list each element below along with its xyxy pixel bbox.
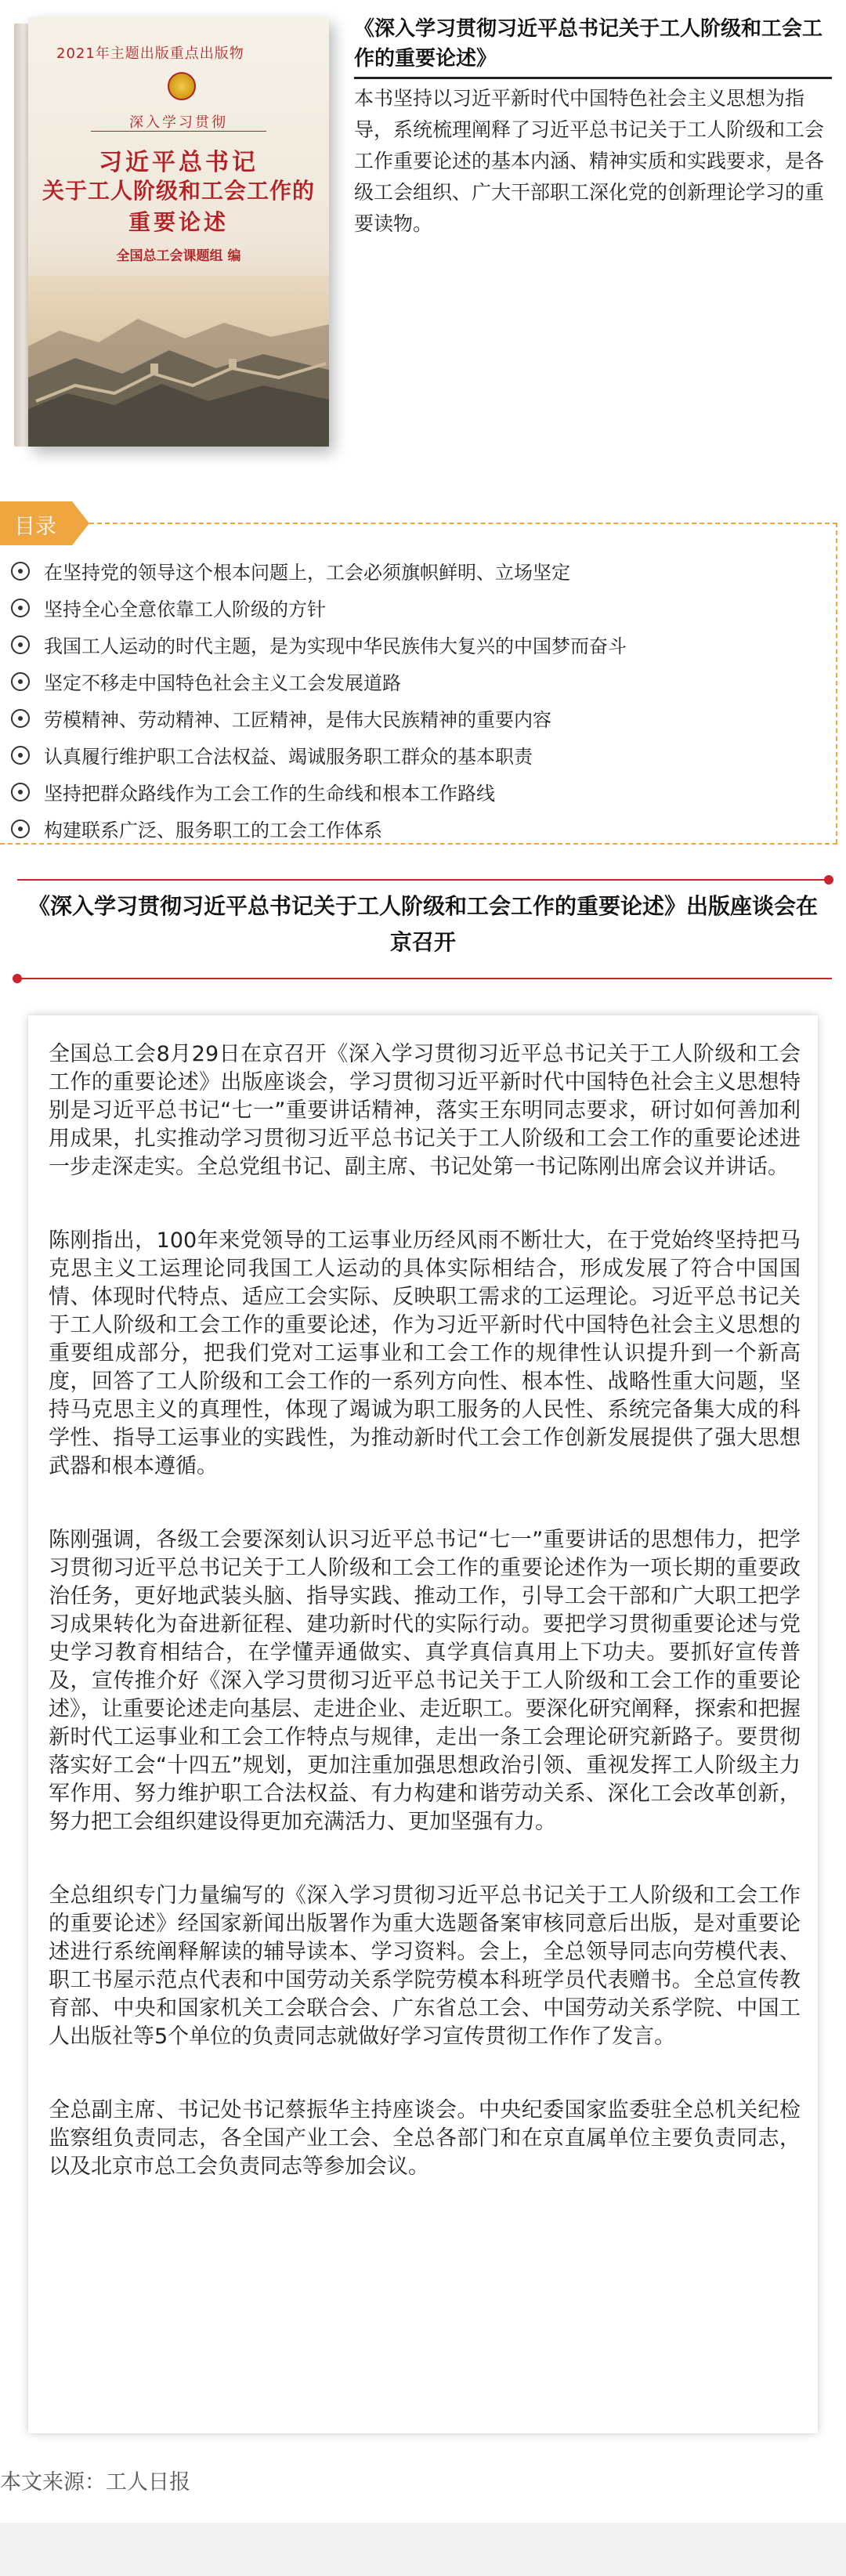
book-title-underline <box>354 77 832 79</box>
circle-bullet-icon <box>11 709 30 728</box>
footer-band <box>0 2523 846 2576</box>
toc-item <box>11 626 826 663</box>
article-paragraph: 全总组织专门力量编写的《深入学习贯彻习近平总书记关于工人阶级和工会工作的重要论述》经国家新闻出版署作为重大选题备案审核同意后出版，是对重要论述进行系统阐释解读的辅导读本、学习资料。会上，全总领导同志向劳模代表、职工书屋示范点代表和中国劳动关系学院劳模本科班学员代表赠书。全总宣传教育部、中央和国家机关工会联合会、广东省总工会、中国劳动关系学院、中国工人出版社等5个单位的负责同志就做好学习宣传贯彻工作作了发言。 <box>49 1883 801 2049</box>
cover-title-line: 重要论述 <box>128 209 229 235</box>
toc-item <box>11 552 826 589</box>
book-cover <box>28 17 329 447</box>
article-paragraph: 全国总工会8月29日在京召开《深入学习贯彻习近平总书记关于工人阶级和工会工作的重要论述》出版座谈会，学习贯彻习近平新时代中国特色社会主义思想特别是习近平总书记“七一”重要讲话精神，落实王东明同志要求，研讨如何善加利用成果，扎实推动学习贯彻习近平总书记关于工人阶级和工会工作的重要论述进一步走深走实。全总党组书记、副主席、书记处第一书记陈刚出席会议并讲话。 <box>49 1042 801 1179</box>
circle-bullet-icon <box>11 562 30 581</box>
rule-dot-icon <box>824 875 833 885</box>
toc-list <box>11 552 826 847</box>
toc-label: 目录 <box>14 515 56 539</box>
toc-item-text: 劳模精神、劳动精神、工匠精神，是伟大民族精神的重要内容 <box>44 709 551 731</box>
cover-title-line: 习近平总书记 <box>99 149 258 176</box>
toc-border <box>836 523 837 844</box>
circle-bullet-icon <box>11 672 30 691</box>
toc-item <box>11 736 826 773</box>
book-description: 本书坚持以习近平新时代中国特色社会主义思想为指导，系统梳理阐释了习近平总书记关于工人阶级和工会工作重要论述的基本内涵、精神实质和实践要求，是各级工会组织、广大干部职工深化党的创新理论学习的重要读物。 <box>354 87 825 235</box>
cover-divider <box>91 131 266 132</box>
toc-item <box>11 700 826 736</box>
cover-title-line: 关于工人阶级和工会工作的 <box>42 178 315 204</box>
book-cover-image <box>14 17 329 447</box>
union-emblem-icon <box>168 72 196 100</box>
article-card <box>28 1015 818 2433</box>
circle-bullet-icon <box>11 746 30 765</box>
article-title: 《深入学习贯彻习近平总书记关于工人阶级和工会工作的重要论述》出版座谈会在京召开 <box>27 893 818 955</box>
great-wall-illustration <box>28 276 329 447</box>
circle-bullet-icon <box>11 819 30 838</box>
heading-rule-bottom <box>17 978 832 979</box>
article-heading <box>0 862 846 1018</box>
article-paragraph: 陈刚指出，100年来党领导的工运事业历经风雨不断壮大，在于党始终坚持把马克思主义工运理论同我国工人运动的具体实际相结合，形成发展了符合中国国情、体现时代特点、适应工会实际、反映职工需求的工运理论。习近平总书记关于工人阶级和工会工作的重要论述，作为习近平新时代中国特色社会主义思想的重要组成部分，把我们党对工运事业和工会工作的规律性认识提升到一个新高度，回答了工人阶级和工会工作的一系列方向性、根本性、战略性重大问题，坚持马克思主义的真理性，体现了竭诚为职工服务的人民性、系统完备集大成的科学性、指导工运事业的实践性，为推动新时代工会工作创新发展提供了强大思想武器和根本遵循。 <box>49 1228 801 1478</box>
toc-item-text: 我国工人运动的时代主题，是为实现中华民族伟大复兴的中国梦而奋斗 <box>44 635 627 657</box>
cover-series: 2021年主题出版重点出版物 <box>56 45 244 62</box>
toc-item <box>11 663 826 700</box>
rule-dot-icon <box>13 974 22 983</box>
toc-item-text: 构建联系广泛、服务职工的工会工作体系 <box>44 819 382 841</box>
book-section <box>0 0 846 462</box>
toc-item-text: 坚定不移走中国特色社会主义工会发展道路 <box>44 672 401 694</box>
article-source: 本文来源：工人日报 <box>0 2470 190 2495</box>
book-spine <box>14 24 30 447</box>
article-paragraph: 陈刚强调，各级工会要深刻认识习近平总书记“七一”重要讲话的思想伟力，把学习贯彻习近平总书记关于工人阶级和工会工作的重要论述作为一项长期的重要政治任务，更好地武装头脑、指导实践、推动工作，引导工会干部和广大职工把学习成果转化为奋进新征程、建功新时代的实际行动。要把学习贯彻重要论述与党史学习教育相结合，在学懂弄通做实、真学真信真用上下功夫。要抓好宣传普及，宣传推介好《深入学习贯彻习近平总书记关于工人阶级和工会工作的重要论述》，让重要论述走向基层、走进企业、走近职工。要深化研究阐释，探索和把握新时代工运事业和工会工作特点与规律，走出一条工会理论研究新路子。要贯彻落实好工会“十四五”规划，更加注重加强思想政治引领、重视发挥工人阶级主力军作用、努力维护职工合法权益、有力构建和谐劳动关系、深化工会改革创新，努力把工会组织建设得更加充满活力、更加坚强有力。 <box>49 1528 801 1834</box>
toc-item <box>11 773 826 810</box>
book-title: 《深入学习贯彻习近平总书记关于工人阶级和工会工作的重要论述》 <box>354 17 823 71</box>
circle-bullet-icon <box>11 783 30 801</box>
toc-border <box>89 523 837 524</box>
heading-rule-top <box>17 879 832 881</box>
circle-bullet-icon <box>11 599 30 617</box>
table-of-contents <box>0 501 846 846</box>
toc-item-text: 认真履行维护职工合法权益、竭诚服务职工群众的基本职责 <box>44 746 533 768</box>
toc-item-text: 在坚持党的领导这个根本问题上，工会必须旗帜鲜明、立场坚定 <box>44 562 570 584</box>
article-paragraph: 全总副主席、书记处书记蔡振华主持座谈会。中央纪委国家监委驻全总机关纪检监察组负责同志，各全国产业工会、全总各部门和在京直属单位主要负责同志，以及北京市总工会负责同志等参加会议。 <box>49 2098 801 2179</box>
cover-subtitle: 深入学习贯彻 <box>129 114 228 131</box>
cover-editor: 全国总工会课题组 编 <box>116 248 241 264</box>
article-body <box>49 1040 801 2227</box>
toc-item-text: 坚持把群众路线作为工会工作的生命线和根本工作路线 <box>44 783 495 805</box>
toc-item <box>11 810 826 847</box>
circle-bullet-icon <box>11 635 30 654</box>
toc-item <box>11 589 826 626</box>
toc-item-text: 坚持全心全意依靠工人阶级的方针 <box>44 599 326 620</box>
